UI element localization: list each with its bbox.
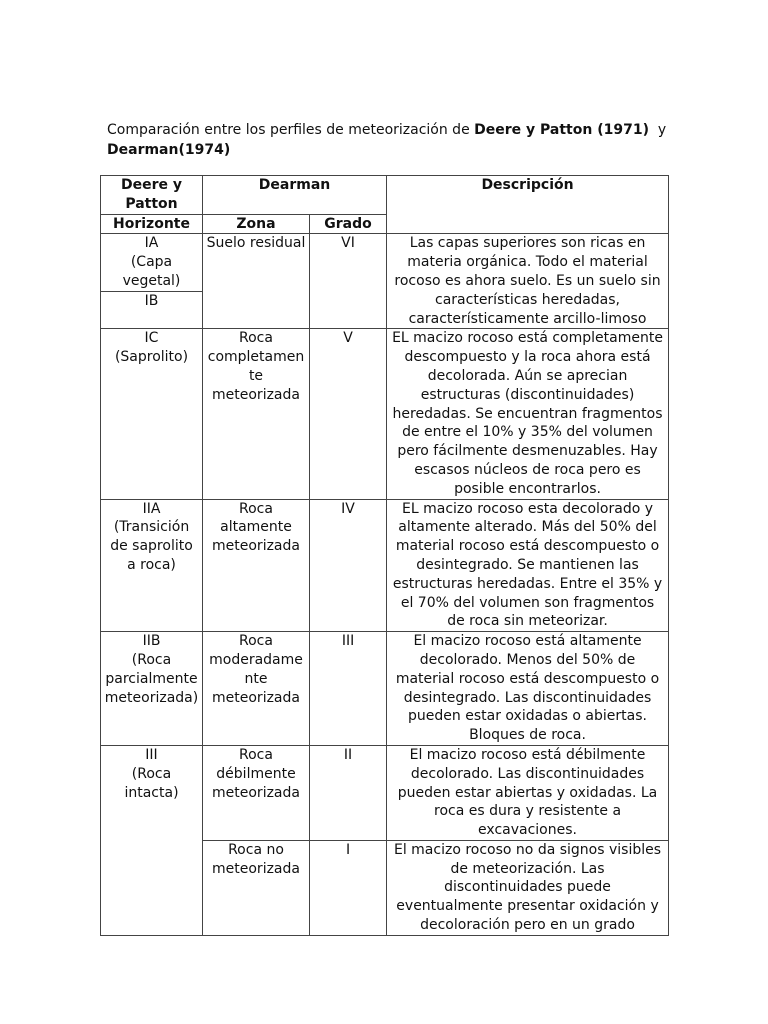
cell-zona: Roca no meteorizada xyxy=(203,840,310,935)
cell-descripcion: El macizo rocoso está débilmente decolorado. Las discontinuidades pueden estar abiertas y oxidadas. La roca es dura y resistente a excavaciones. xyxy=(387,745,669,840)
header-dearman: Dearman xyxy=(203,176,387,215)
cell-descripcion: EL macizo rocoso está completamente descompuesto y la roca ahora está decolorada. Aún se aprecian estructuras (discontinuidades) heredadas. Se encuentran fragmentos de entre el 10% y 35% del volumen pero fácilmente desmenuzables. Hay escasos núcleos de roca pero es posible encontrarlos. xyxy=(387,329,669,499)
header-grado: Grado xyxy=(310,214,387,234)
cell-horizonte: IIB (Roca parcialmente meteorizada) xyxy=(101,632,203,746)
cell-descripcion: El macizo rocoso está altamente decolorado. Menos del 50% de material rocoso está descompuesto o desintegrado. Las discontinuidades pueden estar oxidadas o abiertas. Bloques de roca. xyxy=(387,632,669,746)
cell-grado: I xyxy=(310,840,387,935)
caption-text: Comparación entre los perfiles de meteorización de xyxy=(107,122,475,138)
cell-horizonte: IIA (Transición de saprolito a roca) xyxy=(101,499,203,632)
cell-grado: IV xyxy=(310,499,387,632)
cell-grado: III xyxy=(310,632,387,746)
weathering-comparison-table xyxy=(100,175,669,936)
cell-horizonte: IB xyxy=(101,292,203,329)
cell-descripcion: EL macizo rocoso esta decolorado y altamente alterado. Más del 50% del material rocoso está descompuesto o desintegrado. Se mantienen las estructuras heredadas. Entre el 35% y el 70% del volumen son fragmentos de roca sin meteorizar. xyxy=(387,499,669,632)
cell-horizonte: IC (Saprolito) xyxy=(101,329,203,499)
cell-zona: Roca débilmente meteorizada xyxy=(203,745,310,840)
cell-grado: VI xyxy=(310,234,387,329)
caption-conjunction: y xyxy=(648,122,667,138)
caption-source-2: Dearman(1974) xyxy=(107,142,231,158)
cell-descripcion: El macizo rocoso no da signos visibles de meteorización. Las discontinuidades puede eventualmente presentar oxidación y decoloración pero en un grado xyxy=(387,840,669,935)
header-horizonte: Horizonte xyxy=(101,214,203,234)
cell-descripcion: Las capas superiores son ricas en materia orgánica. Todo el material rocoso es ahora suelo. Es un suelo sin características heredadas, característicamente arcillo-limoso xyxy=(387,234,669,329)
header-deere-patton: Deere y Patton xyxy=(101,176,203,215)
cell-grado: II xyxy=(310,745,387,840)
cell-zona: Suelo residual xyxy=(203,234,310,329)
cell-grado: V xyxy=(310,329,387,499)
header-zona: Zona xyxy=(203,214,310,234)
cell-horizonte: III (Roca intacta) xyxy=(101,745,203,935)
cell-zona: Roca completamente meteorizada xyxy=(203,329,310,499)
caption-source-1: Deere y Patton (1971) xyxy=(474,122,649,138)
header-descripcion: Descripción xyxy=(387,176,669,234)
table-caption xyxy=(107,120,667,160)
cell-horizonte: IA (Capa vegetal) xyxy=(101,234,203,292)
cell-zona: Roca altamente meteorizada xyxy=(203,499,310,632)
cell-zona: Roca moderadamente meteorizada xyxy=(203,632,310,746)
